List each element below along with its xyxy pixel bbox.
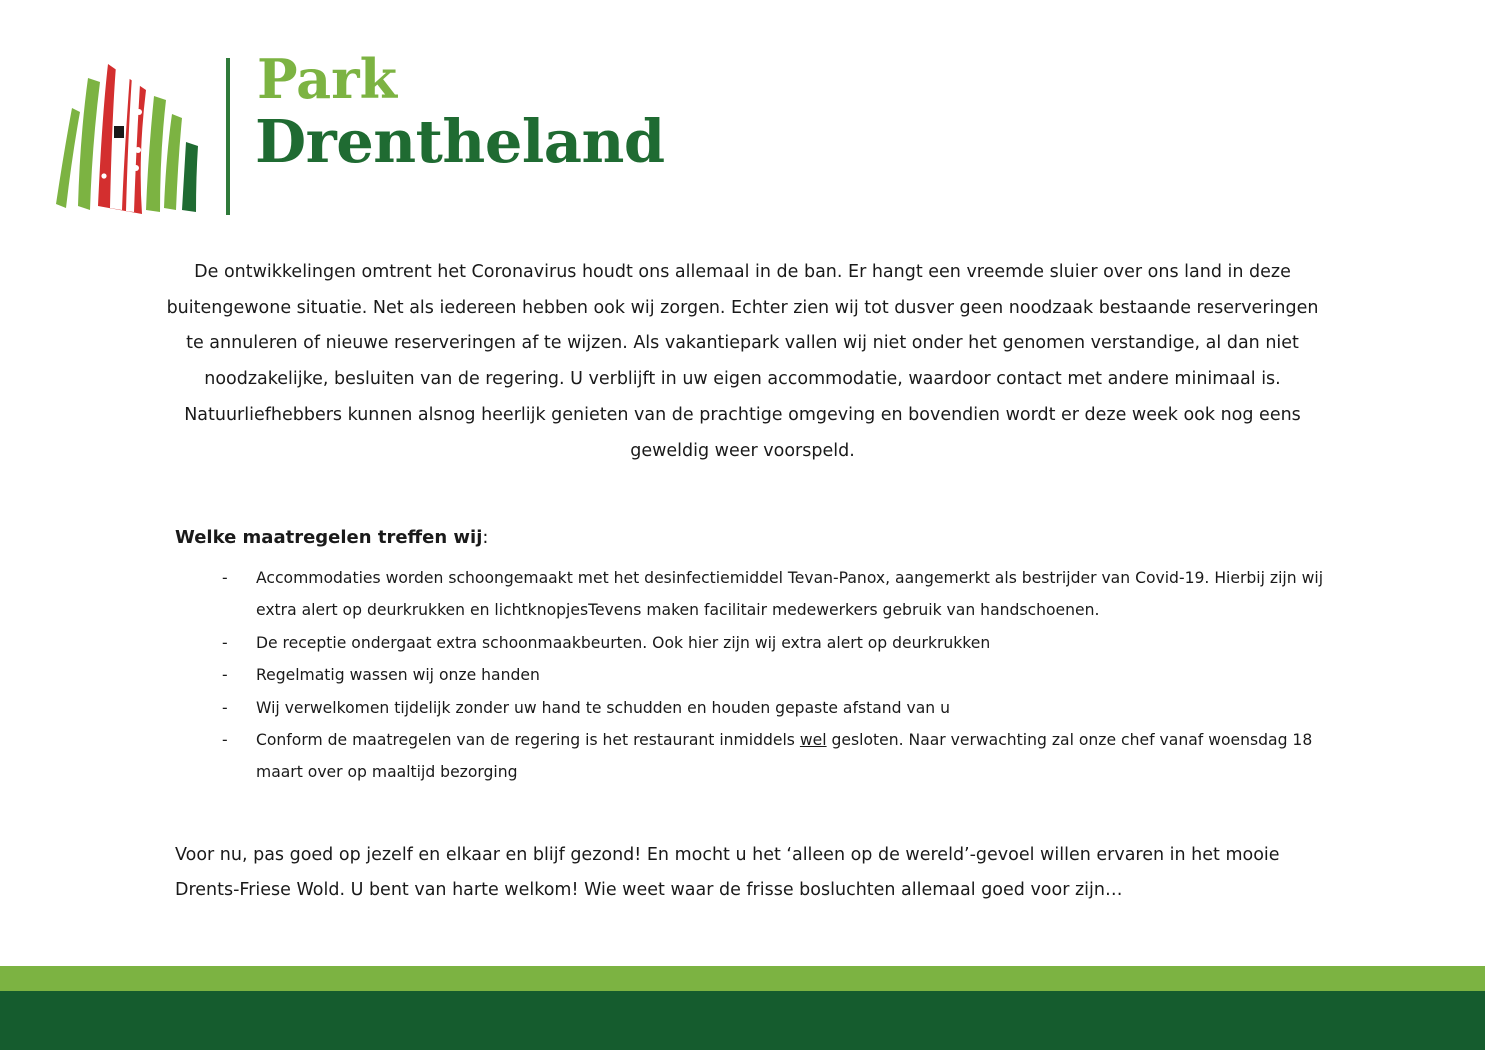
list-bullet: - [222,666,228,685]
list-item-text: Wij verwelkomen tijdelijk zonder uw hand te schudden en houden gepaste afstand van u [256,698,950,717]
list-item-text: De receptie ondergaat extra schoonmaakbeurten. Ook hier zijn wij extra alert op deurkrukken [256,633,991,652]
list-item-text-after: gesloten. Naar verwachting zal onze chef vanaf woensdag 18 maart over op maaltijd bezorging [256,731,1313,782]
logo-word-park: Park [257,47,398,111]
list-bullet: - [222,569,228,587]
closing-paragraph: Voor nu, pas goed op jezelf en elkaar en blijf gezond! En mocht u het ‘alleen op de wereld’-gevoel willen ervaren in het mooie Drents-Friese Wold. U bent van harte welkom! Wie weet waar de frisse bosluchten allemaal goed voor zijn… [175,845,1280,901]
measures-heading-colon: : [482,527,489,548]
measures-heading-text: Welke maatregelen treffen wij [175,527,483,548]
logo-word-drentheland: Drentheland [255,107,665,176]
list-item [222,659,1332,691]
list-item-text-before: Conform de maatregelen van de regering is het restaurant inmiddels [256,731,800,750]
footer-band-light [0,966,1485,991]
intro-paragraph: De ontwikkelingen omtrent het Coronavirus houdt ons allemaal in de ban. Er hangt een vreemde sluier over ons land in deze buitengewone situatie. Net als iedereen hebben ook wij zorgen. Echter zien wij tot dusver geen noodzaak bestaande reserveringen te annuleren of nieuwe reserveringen af te wijzen. Als vakantiepark vallen wij niet onder het genomen verstandige, al dan niet noodzakelijke, besluiten van de regering. U verblijft in uw eigen accommodatie, waardoor contact met andere minimaal is. Natuurliefhebbers kunnen alsnog heerlijk genieten van de prachtige omgeving en bovendien wordt er deze week ook nog eens geweldig weer voorspeld. [166,262,1319,461]
drenthe-flag-stripes-icon [50,56,205,216]
list-bullet: - [222,633,228,652]
measures-list [222,562,1332,789]
logo-divider [226,58,230,215]
list-item-emphasis: wel [799,731,827,750]
list-item [222,724,1332,789]
list-item-text: Accommodaties worden schoongemaakt met het desinfectiemiddel Tevan-Panox, aangemerkt als bestrijder van Covid-19. Hierbij zijn wij extra alert op deurkrukken en lichtknopjesTevens maken facilitair medewerkers gebruik van handschoenen. [256,569,1324,620]
list-bullet: - [222,731,228,750]
footer-band-dark [0,991,1485,1050]
list-item [222,562,1332,627]
list-item [222,692,1332,724]
list-bullet: - [222,698,228,717]
list-item-text: Regelmatig wassen wij onze handen [256,666,540,685]
measures-heading [175,524,488,552]
list-item [222,627,1332,659]
